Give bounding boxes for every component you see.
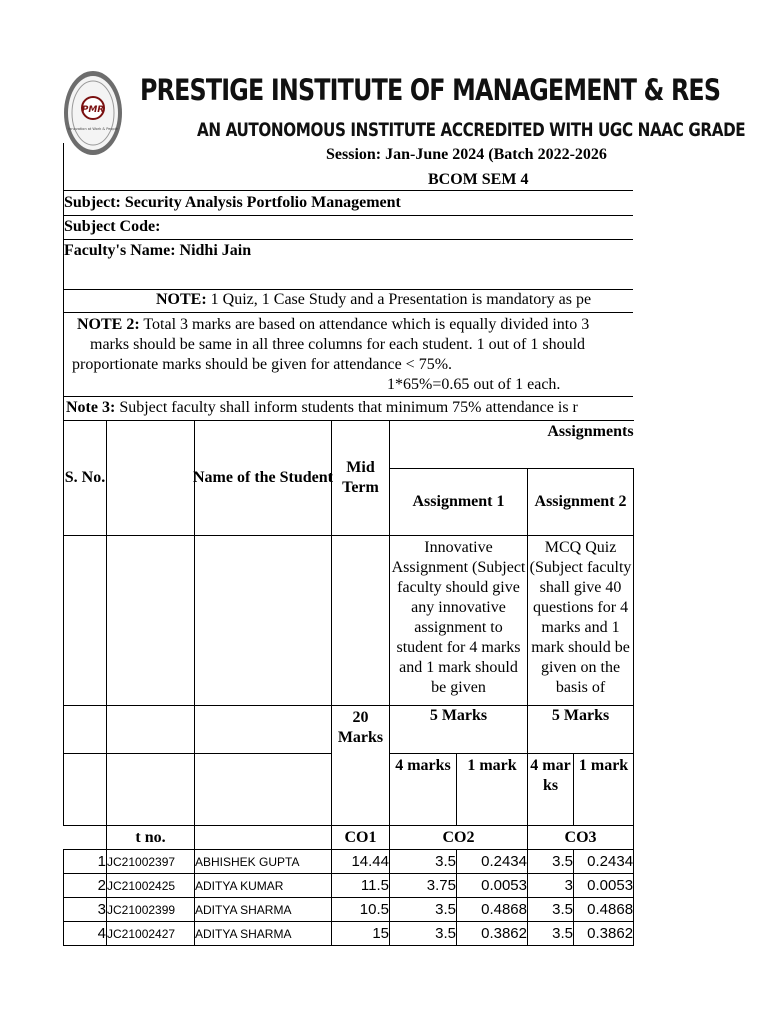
row-a1-1mark: 0.2434 <box>457 850 528 874</box>
midterm-total-marks: 20 Marks <box>332 706 390 826</box>
note3-label: Note 3: <box>66 399 116 416</box>
note1-text: 1 Quiz, 1 Case Study and a Presentation is mandatory as pe <box>210 291 592 308</box>
assignment-2-sub-4: 4 marks <box>528 754 574 826</box>
note3-text: Subject faculty shall inform students that minimum 75% attendance is r <box>119 399 578 416</box>
note2-line3: proportionate marks should be given for attendance < 75%. <box>72 356 453 373</box>
accreditation-line: AN AUTONOMOUS INSTITUTE ACCREDITED WITH UGC NAAC GRADE <box>197 119 746 141</box>
note2-text: Total 3 marks are based on attendance which is equally divided into 3 <box>143 316 590 333</box>
row-enrollment: JC21002425 <box>107 874 195 898</box>
note1-label: NOTE: <box>156 291 207 308</box>
assignment-2-total-marks: 5 Marks <box>528 706 634 754</box>
table-row <box>64 922 634 946</box>
row-student-name: ABHISHEK GUPTA <box>195 850 332 874</box>
subject-text: Subject: Security Analysis Portfolio Management <box>64 194 401 211</box>
row-a2-1mark: 0.2434 <box>574 850 634 874</box>
table-row <box>64 898 634 922</box>
row-student-name: ADITYA SHARMA <box>195 898 332 922</box>
note2-label: NOTE 2: <box>77 316 140 333</box>
row-midterm: 10.5 <box>332 898 390 922</box>
row-a1-1mark: 0.3862 <box>457 922 528 946</box>
co-assignment-2: CO3 <box>528 826 634 850</box>
table-row <box>64 874 634 898</box>
row-a2-1mark: 0.3862 <box>574 922 634 946</box>
header-sno: S. No. <box>64 421 107 536</box>
row-a2-1mark: 0.0053 <box>574 874 634 898</box>
logo-text: PMR <box>81 105 105 115</box>
assignment-1-sub-4: 4 marks <box>390 754 457 826</box>
subject-code-text: Subject Code: <box>64 218 161 235</box>
co-midterm: CO1 <box>332 826 390 850</box>
note3 <box>66 398 578 418</box>
row-a1-4marks: 3.5 <box>390 922 457 946</box>
assignment-1-sub-1: 1 mark <box>457 754 528 826</box>
row-a2-4marks: 3.5 <box>528 898 574 922</box>
row-midterm: 15 <box>332 922 390 946</box>
row-a2-4marks: 3.5 <box>528 850 574 874</box>
faculty-text: Faculty's Name: Nidhi Jain <box>64 242 252 259</box>
row-midterm: 14.44 <box>332 850 390 874</box>
row-a2-4marks: 3 <box>528 874 574 898</box>
assignment-1-total-marks: 5 Marks <box>390 706 528 754</box>
co-assignment-1: CO2 <box>390 826 528 850</box>
row-sno: 3 <box>64 898 107 922</box>
row-a2-4marks: 3.5 <box>528 922 574 946</box>
header-info <box>63 143 633 421</box>
logo-tagline: Innovation at Work & People <box>68 127 118 131</box>
note1 <box>156 290 591 310</box>
row-a2-1mark: 0.4868 <box>574 898 634 922</box>
row-a1-1mark: 0.0053 <box>457 874 528 898</box>
marks-table <box>63 420 634 946</box>
header-assignment-2: Assignment 2 <box>528 469 634 536</box>
row-sno: 4 <box>64 922 107 946</box>
header-student-name: Name of the Student <box>195 421 332 536</box>
row-enrollment: JC21002427 <box>107 922 195 946</box>
row-enrollment: JC21002399 <box>107 898 195 922</box>
header-assignment-1: Assignment 1 <box>390 469 528 536</box>
assignment-2-description: MCQ Quiz (Subject faculty shall give 40 questions for 4 marks and 1 mark should be given on the basis of <box>528 536 634 706</box>
row-sno: 1 <box>64 850 107 874</box>
row-a1-4marks: 3.5 <box>390 850 457 874</box>
row-sno: 2 <box>64 874 107 898</box>
note2-line1 <box>77 315 589 335</box>
header-assignments: Assignments <box>390 421 634 469</box>
row-a1-4marks: 3.75 <box>390 874 457 898</box>
program-text: BCOM SEM 4 <box>428 171 529 188</box>
row-student-name: ADITYA SHARMA <box>195 922 332 946</box>
header-enroll: t no. <box>107 826 195 850</box>
row-a1-1mark: 0.4868 <box>457 898 528 922</box>
assignment-2-sub-1: 1 mark <box>574 754 634 826</box>
table-row <box>64 850 634 874</box>
note2-line4: 1*65%=0.65 out of 1 each. <box>387 376 561 393</box>
assignment-1-description: Innovative Assignment (Subject faculty should give any innovative assignment to student for 4 marks and 1 mark should be given <box>390 536 528 706</box>
row-enrollment: JC21002397 <box>107 850 195 874</box>
note2-line2: marks should be same in all three columns for each student. 1 out of 1 should <box>90 336 586 353</box>
row-midterm: 11.5 <box>332 874 390 898</box>
row-student-name: ADITYA KUMAR <box>195 874 332 898</box>
institute-banner <box>140 72 746 142</box>
institute-name: PRESTIGE INSTITUTE OF MANAGEMENT & RES <box>140 73 721 107</box>
session-text: Session: Jan-June 2024 (Batch 2022-2026 <box>326 146 607 163</box>
row-a1-4marks: 3.5 <box>390 898 457 922</box>
header-midterm: Mid Term <box>332 421 390 536</box>
